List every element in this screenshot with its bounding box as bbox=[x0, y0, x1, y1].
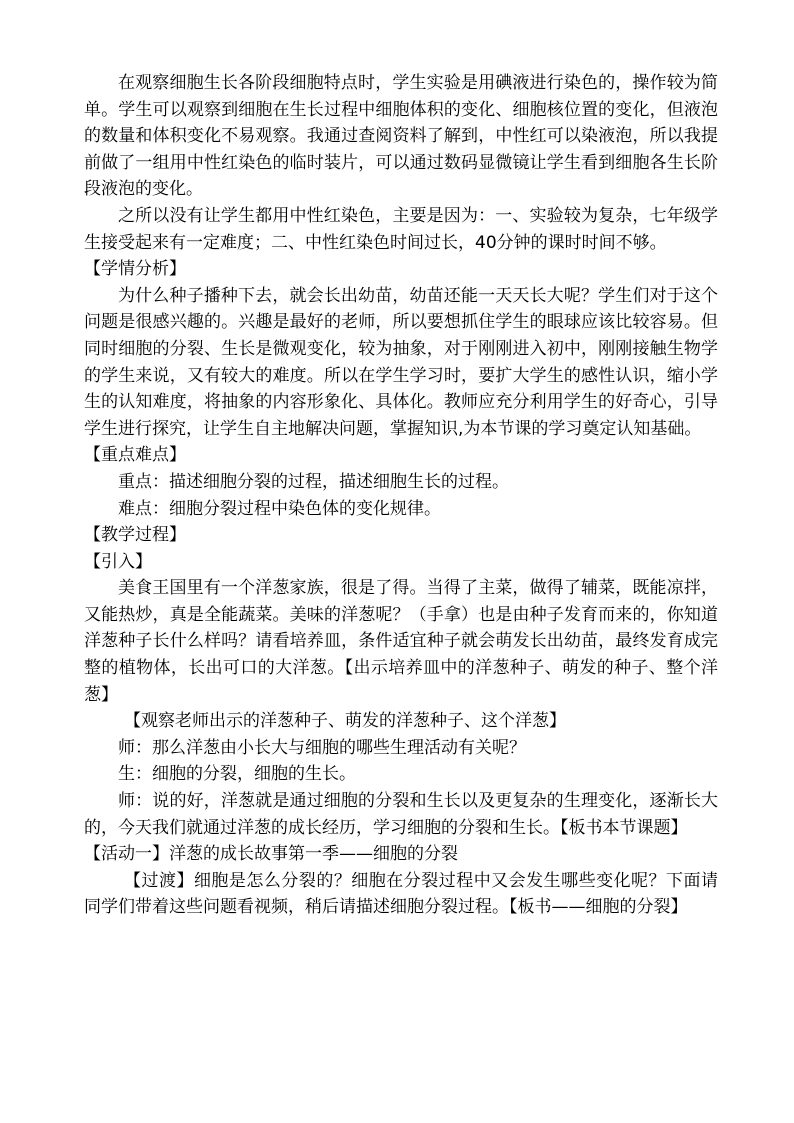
heading-activity-one: 【活动一】洋葱的成长故事第一季——细胞的分裂 bbox=[84, 844, 458, 865]
paragraph-transition: 【过渡】细胞是怎么分裂的？细胞在分裂过程中又会发生哪些变化呢？下面请同学们带着这些问题看视频，稍后请描述细胞分裂过程。【板书——细胞的分裂】 bbox=[84, 870, 718, 918]
paragraph-student-analysis: 为什么种子播种下去，就会长出幼苗，幼苗还能一天天长大呢？学生们对于这个问题是很感兴趣的。兴趣是最好的老师，所以要想抓住学生的眼球应该比较容易。但同时细胞的分裂、生长是微观变化，较为抽象，对于刚刚进入初中，刚刚接触生物学的学生来说，又有较大的难度。所以在学生学习时，要扩大学生的感性认识，缩小学生的认知难度，将抽象的内容形象化、具体化。教师应充分利用学生的好奇心，引导学生进行探究，让学生自主地解决问题，掌握知识,为本节课的学习奠定认知基础。 bbox=[84, 285, 718, 439]
paragraph-key-points: 重点：描述细胞分裂的过程，描述细胞生长的过程。 bbox=[118, 471, 509, 492]
heading-introduction: 【引入】 bbox=[84, 551, 152, 572]
paragraph-difficult-points: 难点：细胞分裂过程中染色体的变化规律。 bbox=[118, 498, 441, 519]
paragraph-teacher-question: 师：那么洋葱由小长大与细胞的哪些生理活动有关呢？ bbox=[118, 737, 526, 758]
heading-student-analysis: 【学情分析】 bbox=[84, 259, 186, 280]
paragraph-stain-method: 在观察细胞生长各阶段细胞特点时，学生实验是用碘液进行染色的，操作较为简单。学生可以观察到细胞在生长过程中细胞体积的变化、细胞核位置的变化，但液泡的数量和体积变化不易观察。我通过查阅资料了解到，中性红可以染液泡，所以我提前做了一组用中性红染色的临时装片，可以通过数码显微镜让学生看到细胞各生长阶段液泡的变化。 bbox=[84, 73, 718, 200]
heading-teaching-process: 【教学过程】 bbox=[84, 525, 186, 546]
heading-key-difficult-points: 【重点难点】 bbox=[84, 445, 186, 466]
document-page bbox=[84, 70, 718, 921]
paragraph-student-answer: 生：细胞的分裂，细胞的生长。 bbox=[118, 764, 356, 785]
paragraph-teacher-response: 师：说的好，洋葱就是通过细胞的分裂和生长以及更复杂的生理变化，逐渐长大的，今天我们就通过洋葱的成长经历，学习细胞的分裂和生长。【板书本节课题】 bbox=[84, 791, 718, 838]
paragraph-observe-onion: 【观察老师出示的洋葱种子、萌发的洋葱种子、这个洋葱】 bbox=[124, 711, 566, 732]
paragraph-onion-introduction: 美食王国里有一个洋葱家族，很是了得。当得了主菜，做得了辅菜，既能凉拌，又能热炒，真是全能蔬菜。美味的洋葱呢？（手拿）也是由种子发育而来的，你知道洋葱种子长什么样吗？请看培养皿，条件适宜种子就会萌发长出幼苗，最终发育成完整的植物体，长出可口的大洋葱。【出示培养皿中的洋葱种子、萌发的种子、整个洋葱】 bbox=[84, 578, 718, 705]
paragraph-reason-not-neutral-red: 之所以没有让学生都用中性红染色，主要是因为：一、实验较为复杂，七年级学生接受起来有一定难度；二、中性红染色时间过长，40分钟的课时时间不够。 bbox=[84, 205, 718, 253]
